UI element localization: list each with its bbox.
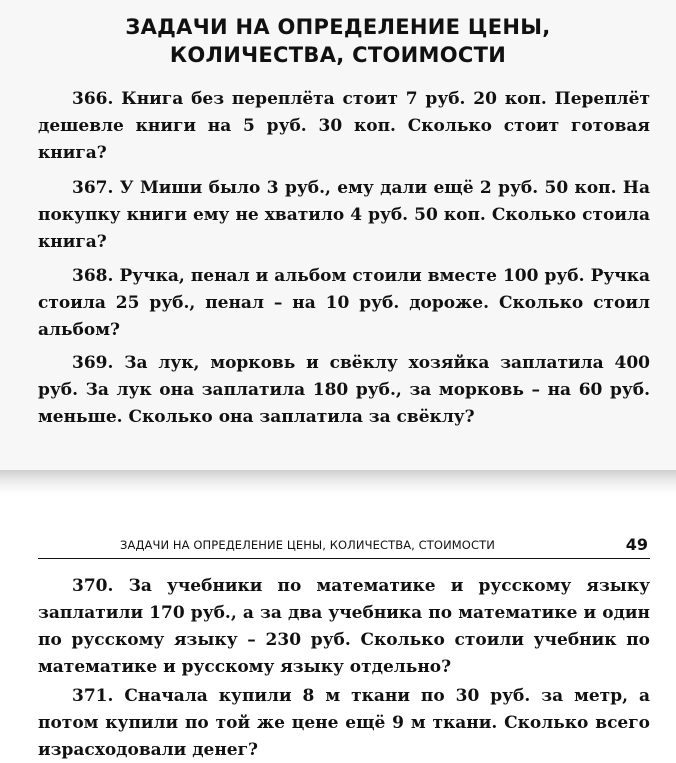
task-text: Книга без переплёта стоит 7 руб. 20 коп. Переплёт дешевле книги на 5 руб. 30 коп. Сколько стоит готовая книга? <box>38 89 651 163</box>
task-369 <box>38 350 650 431</box>
task-number: 371. <box>72 686 114 706</box>
page-number: 49 <box>625 535 648 554</box>
task-367 <box>38 175 650 256</box>
task-number: 366. <box>72 89 114 109</box>
task-text: Сначала купили 8 м ткани по 30 руб. за метр, а потом купили по той же цене ещё 9 м ткани. Сколько всего израсходовали денег? <box>38 686 650 760</box>
task-number: 367. <box>72 178 114 198</box>
section-title-line2: КОЛИЧЕСТВА, СТОИМОСТИ <box>169 43 507 67</box>
task-number: 369. <box>72 353 114 373</box>
task-number: 368. <box>72 266 114 286</box>
task-371 <box>38 683 650 763</box>
running-header <box>38 536 650 559</box>
task-370 <box>38 573 650 681</box>
task-number: 370. <box>72 576 114 596</box>
page-gap <box>0 470 676 494</box>
task-366 <box>38 86 650 167</box>
task-text: За учебники по математике и русскому языку заплатили 170 руб., а за два учебника по математике и один по русскому языку – 230 руб. Сколько стоили учебник по математике и русскому языку отдельно? <box>38 576 651 677</box>
running-header-title: ЗАДАЧИ НА ОПРЕДЕЛЕНИЕ ЦЕНЫ, КОЛИЧЕСТВА, СТОИМОСТИ <box>120 538 495 552</box>
task-368 <box>38 263 650 344</box>
task-text: За лук, морковь и свёклу хозяйка заплатила 400 руб. За лук она заплатила 180 руб., за морковь – на 60 руб. меньше. Сколько она заплатила за свёклу? <box>38 353 650 427</box>
task-text: У Миши было 3 руб., ему дали ещё 2 руб. 50 коп. На покупку книги ему не хватило 4 руб. 50 коп. Сколько стоила книга? <box>38 178 650 252</box>
section-title-line1: ЗАДАЧИ НА ОПРЕДЕЛЕНИЕ ЦЕНЫ, <box>125 15 551 39</box>
task-text: Ручка, пенал и альбом стоили вместе 100 руб. Ручка стоила 25 руб., пенал – на 10 руб. дороже. Сколько стоил альбом? <box>38 266 650 340</box>
